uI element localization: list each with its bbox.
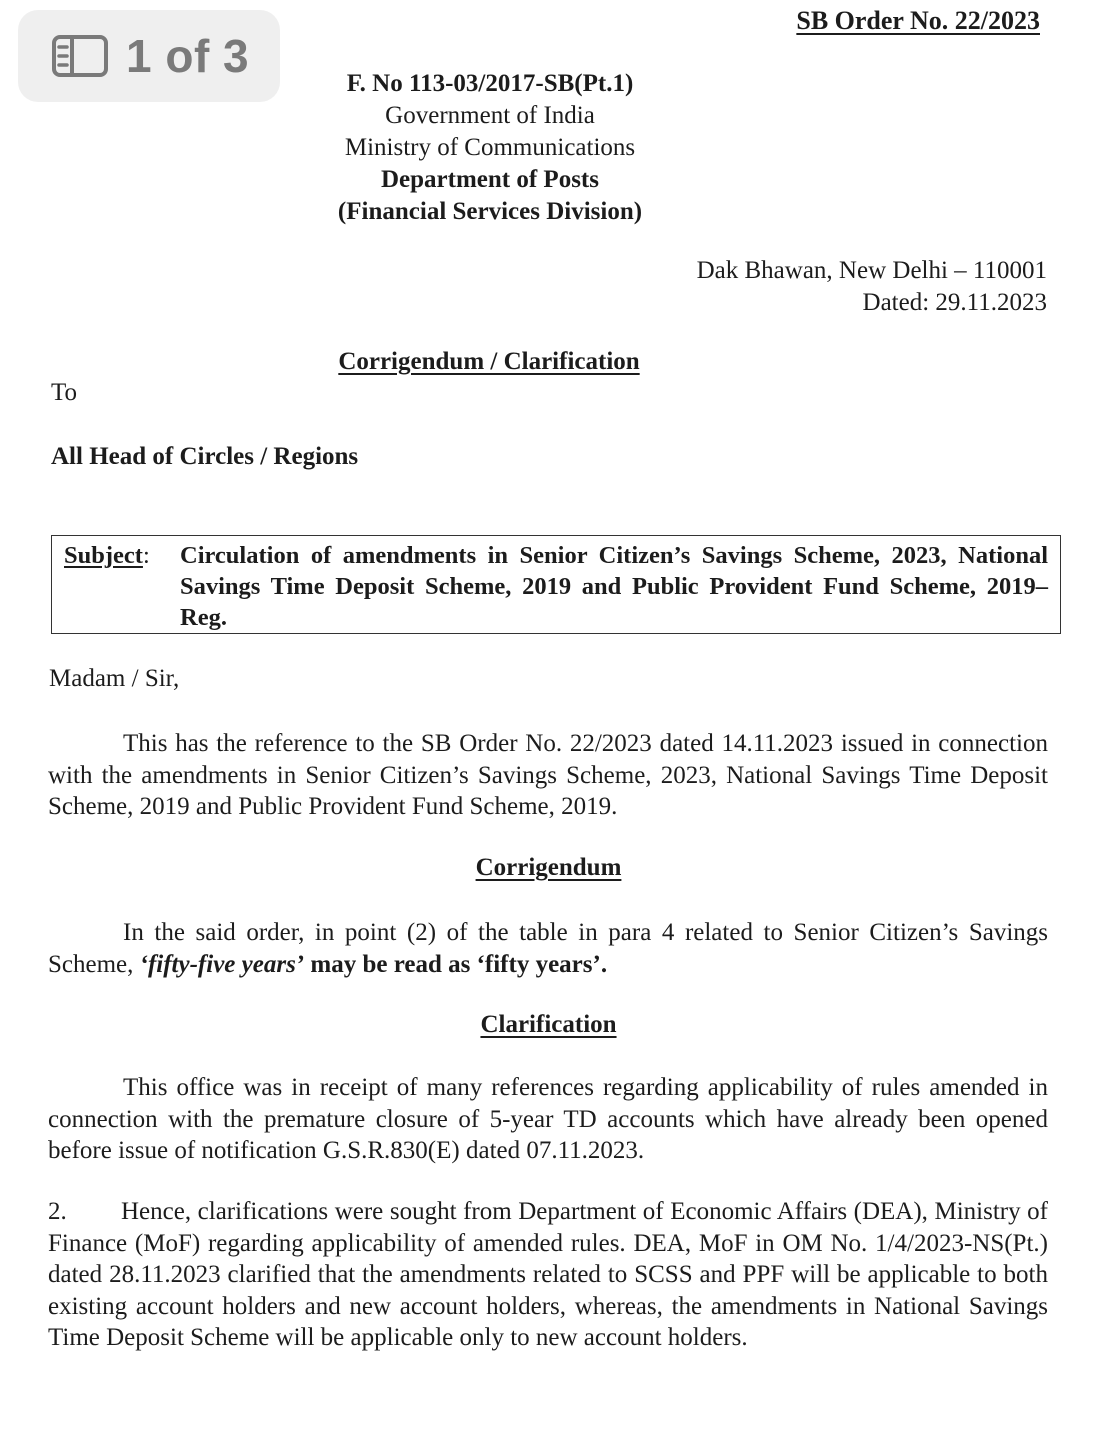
clarification-paragraph-2 — [48, 1196, 1048, 1354]
division-name: (Financial Services Division) — [337, 198, 643, 225]
addressee: All Head of Circles / Regions — [51, 443, 359, 470]
order-number: SB Order No. 22/2023 — [796, 6, 1040, 35]
corrigendum-heading: Corrigendum — [475, 854, 622, 881]
government-name: Government of India — [385, 102, 595, 129]
paragraph-2-text: Hence, clarifications were sought from Department of Economic Affairs (DEA), Ministry of Finance (MoF) regarding applicability of amended rules. DEA, MoF in OM No. 1/4/2023-NS(Pt.) dated 28.11.2023 clarified that the amendments related to SCSS and PPF will be applicable to both existing account holders and new account holders, whereas, the amendments in National Savings Time Deposit Scheme will be applicable only to new account holders. — [48, 1198, 1048, 1351]
salutation: Madam / Sir, — [49, 665, 180, 692]
file-number: F. No 113-03/2017-SB(Pt.1) — [346, 70, 634, 97]
clarification-heading: Clarification — [480, 1011, 617, 1038]
page-count-text: 1 of 3 — [126, 30, 250, 82]
paragraph-number: 2. — [48, 1198, 67, 1225]
clarification-paragraph-1: This office was in receipt of many references regarding applicability of rules amended in connection with the premature closure of 5-year TD accounts which have already been opened before issue of notification G.S.R.830(E) dated 07.11.2023. — [48, 1074, 1048, 1164]
document-date: Dated: 29.11.2023 — [862, 289, 1047, 316]
department-name: Department of Posts — [380, 166, 599, 193]
corrigendum-text: In the said order, in point (2) of the table in para 4 related to Senior Citizen’s Savings Scheme, — [48, 919, 1048, 978]
corrigendum-replacement: may be read as ‘fifty years’. — [304, 950, 608, 978]
subject-label: Subject: — [64, 542, 150, 569]
document-title: Corrigendum / Clarification — [338, 348, 640, 375]
ministry-name: Ministry of Communications — [344, 134, 636, 161]
to-label: To — [51, 379, 78, 406]
subject-box — [51, 535, 1061, 634]
letterhead — [0, 68, 980, 228]
address-block — [697, 255, 1047, 319]
office-address: Dak Bhawan, New Delhi – 110001 — [696, 257, 1047, 284]
intro-paragraph: This has the reference to the SB Order No. 22/2023 dated 14.11.2023 issued in connection with the amendments in Senior Citizen’s Savings Scheme, 2023, National Savings Time Deposit Scheme, 2019 and Public Provident Fund Scheme, 2019. — [48, 730, 1048, 820]
corrigendum-paragraph — [48, 917, 1048, 980]
corrigendum-old-term: ‘fifty-five years’ — [139, 950, 305, 978]
subject-text: Circulation of amendments in Senior Citizen’s Savings Scheme, 2023, National Savings Time Deposit Scheme, 2019 and Public Provident Fund Scheme, 2019– Reg. — [180, 542, 1048, 631]
